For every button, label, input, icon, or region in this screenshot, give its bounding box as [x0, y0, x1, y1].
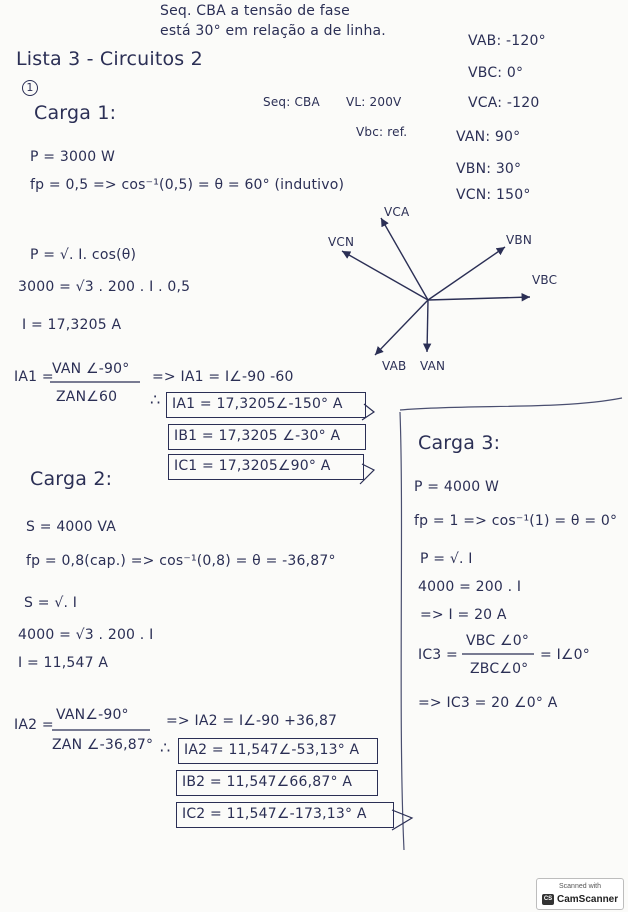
carga1-eq-rhs: => IA1 = I∠-90 -60 [152, 369, 294, 385]
vector-vab [375, 300, 428, 355]
carga2-title: Carga 2: [30, 468, 113, 490]
carga1-title: Carga 1: [34, 102, 117, 124]
carga2-eq-denominator: ZAN ∠-36,87° [52, 737, 154, 753]
carga2-current: I = 11,547 A [18, 655, 109, 671]
carga2-eq-numerator: VAN∠-90° [56, 707, 129, 723]
carga3-power-formula: P = √. I [420, 551, 473, 567]
carga1-power-factor: fp = 0,5 => cos⁻¹(0,5) = θ = 60° (indutivo) [30, 177, 345, 193]
carga3-substitution: 4000 = 200 . I [418, 579, 522, 595]
carga2-substitution: 4000 = √3 . 200 . I [18, 627, 154, 643]
vector-vcn [342, 251, 428, 300]
line-voltage: VL: 200V [346, 95, 402, 109]
camscanner-watermark [536, 878, 624, 910]
reference-voltage: Vbc: ref. [356, 125, 408, 139]
carga1-eq-numerator: VAN ∠-90° [52, 361, 130, 377]
carga3-power: P = 4000 W [414, 479, 499, 495]
diagram-label-vcn: VCN [328, 235, 355, 249]
box-tail [360, 464, 374, 484]
vector-vbn [428, 247, 505, 300]
carga1-result-a: IA1 = 17,3205∠-150° A [172, 396, 343, 412]
phasor-vbc: VBC: 0° [468, 65, 524, 81]
diagram-label-vbc: VBC [532, 273, 558, 287]
carga3-title: Carga 3: [418, 432, 501, 454]
carga1-eq-denominator: ZAN∠60 [56, 389, 118, 405]
diagram-label-vbn: VBN [506, 233, 533, 247]
divider-top [400, 398, 622, 410]
carga3-current: => I = 20 A [420, 607, 507, 623]
box-tail [392, 810, 412, 830]
carga3-eq-numerator: VBC ∠0° [466, 633, 530, 649]
vector-vbc [428, 297, 530, 300]
divider-left [400, 412, 404, 850]
page-title: Lista 3 - Circuitos 2 [16, 48, 203, 70]
watermark-caption: Scanned with [558, 883, 602, 890]
vector-van [427, 300, 428, 352]
carga2-result-b: IB2 = 11,547∠66,87° A [182, 774, 353, 790]
camscanner-logo-icon: CS [542, 894, 554, 905]
carga3-eq-rhs: = I∠0° [540, 647, 590, 663]
box-tail [362, 404, 374, 420]
diagram-label-van: VAN [420, 359, 446, 373]
carga3-power-factor: fp = 1 => cos⁻¹(1) = θ = 0° [414, 513, 618, 529]
carga3-eq-denominator: ZBC∠0° [470, 661, 529, 677]
carga1-substitution: 3000 = √3 . 200 . I . 0,5 [18, 279, 191, 295]
watermark-brand: CamScanner [557, 894, 619, 905]
phasor-vcn: VCN: 150° [456, 187, 531, 203]
carga1-eq-lhs: IA1 = [14, 369, 54, 385]
therefore-symbol: ∴ [160, 738, 171, 757]
sequence-label: Seq: CBA [263, 95, 320, 109]
diagram-label-vab: VAB [382, 359, 407, 373]
carga1-result-b: IB1 = 17,3205 ∠-30° A [174, 428, 341, 444]
carga2-result-a: IA2 = 11,547∠-53,13° A [184, 742, 360, 758]
phasor-vab: VAB: -120° [468, 33, 546, 49]
carga2-eq-rhs: => IA2 = I∠-90 +36,87 [166, 713, 338, 729]
carga2-power-factor: fp = 0,8(cap.) => cos⁻¹(0,8) = θ = -36,87° [26, 553, 336, 569]
carga1-current: I = 17,3205 A [22, 317, 122, 333]
sequence-note-line-1: Seq. CBA a tensão de fase [160, 3, 350, 19]
carga1-power: P = 3000 W [30, 149, 115, 165]
sequence-note-line-2: está 30° em relação a de linha. [160, 23, 386, 39]
carga2-eq-lhs: IA2 = [14, 717, 54, 733]
carga1-result-c: IC1 = 17,3205∠90° A [174, 458, 331, 474]
diagram-label-vca: VCA [384, 205, 410, 219]
carga3-result: => IC3 = 20 ∠0° A [418, 695, 558, 711]
carga1-power-formula: P = √. I. cos(θ) [30, 247, 137, 263]
vector-vca [381, 218, 428, 300]
carga2-power-formula: S = √. I [24, 595, 78, 611]
carga2-apparent-power: S = 4000 VA [26, 519, 117, 535]
problem-number: 1 [22, 80, 38, 96]
phasor-van: VAN: 90° [456, 129, 521, 145]
phasor-vca: VCA: -120 [468, 95, 540, 111]
therefore-symbol: ∴ [150, 390, 161, 409]
phasor-vbn: VBN: 30° [456, 161, 522, 177]
carga3-eq-lhs: IC3 = [418, 647, 458, 663]
carga2-result-c: IC2 = 11,547∠-173,13° A [182, 806, 367, 822]
